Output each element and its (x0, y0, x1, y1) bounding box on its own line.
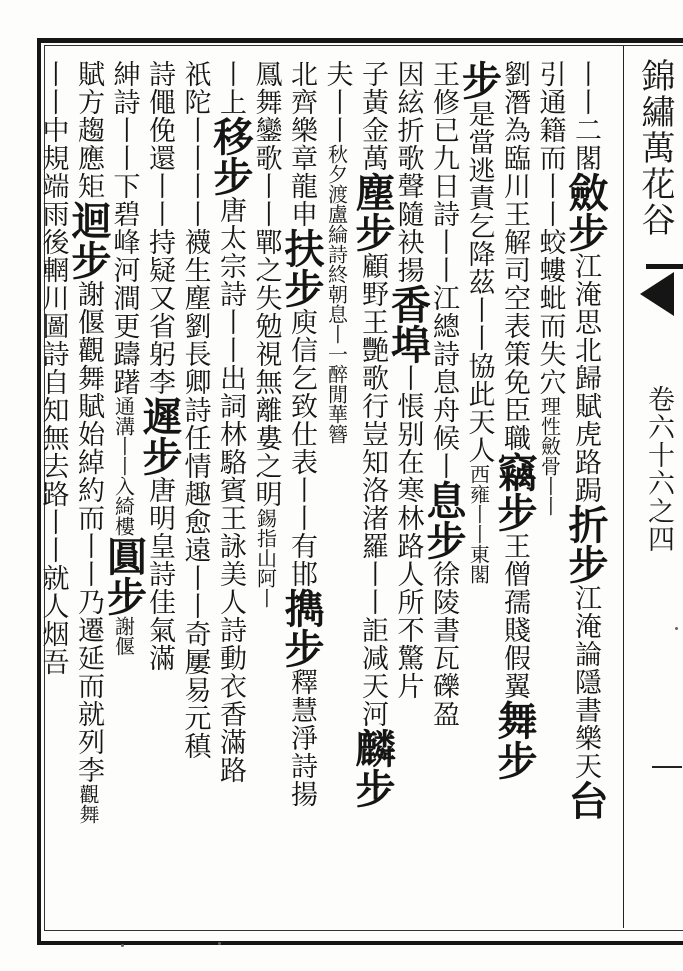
body-text: 端雨後輞川圖詩自知無去路丨丨就人烟吾 (37, 172, 69, 676)
ink-speck (675, 627, 678, 630)
text-column (349, 60, 396, 920)
entry-heading: 台 (562, 780, 609, 820)
entry-heading: 遲步 (136, 396, 183, 476)
entry-heading: 息步 (420, 480, 467, 560)
annotation-text: 觀舞 (76, 784, 100, 824)
body-text: 子黃金萬 (357, 60, 388, 172)
margin-divider-line (623, 46, 624, 928)
body-text: 鳳舞鑾歌丨丨 (250, 60, 282, 228)
entry-heading: 迴步 (65, 200, 112, 280)
text-column (100, 60, 148, 920)
body-text: 顧野王艷歌行豈知洛渚羅丨丨詎减天河 (357, 252, 388, 728)
text-column (491, 60, 538, 920)
body-text: 丨丨二閣 (570, 60, 601, 172)
annotation-text: 謝偃 (111, 616, 136, 656)
entry-heading: 斂步 (562, 172, 609, 252)
entry-heading: 麟步 (349, 728, 396, 808)
body-text: 夫丨丨 (321, 60, 353, 144)
margin-chapter-label: 卷六十六之四 (643, 385, 674, 553)
ink-speck (121, 944, 124, 947)
entry-heading: 圓步 (100, 536, 148, 616)
entry-heading: 扶步 (278, 228, 325, 308)
entry-heading: 擕步 (278, 588, 325, 668)
entry-heading: 香埠 (384, 284, 432, 364)
body-text: 劉潛為臨川王解司空表策免臣職 (499, 60, 530, 452)
entry-heading: 步 (455, 60, 503, 100)
text-column (136, 60, 183, 920)
fishtail-bar (646, 264, 683, 269)
annotation-text: 西雍丨丨東閣 (466, 464, 491, 584)
body-text: 庾信乞致仕表丨丨有邯 (286, 308, 317, 588)
body-text: 謝偃觀舞賦始綽約而丨丨乃遷延而就列李 (73, 280, 104, 784)
ink-speck (218, 942, 221, 945)
body-text: 紳詩丨丨下碧峰河澗更躊躇 (108, 60, 140, 396)
body-text: 引通籍 (534, 60, 566, 144)
body-text: 北齊樂章龍申 (286, 60, 317, 228)
body-text: 而丨丨蛟螻蚍而失穴 (534, 144, 566, 396)
entry-heading: 塵步 (349, 172, 396, 252)
entry-heading: 移步 (207, 116, 254, 196)
text-column (65, 60, 112, 920)
text-column (33, 60, 73, 920)
annotation-text: 理性斂骨丨丨 (537, 396, 562, 516)
body-text: 祇陀丨丨丨丨襪生塵劉長卿詩任情趣愈遠丨丨奇屢易元稹 (179, 60, 211, 760)
body-text: 丨上 (215, 60, 246, 116)
entry-heading: 竊步 (491, 452, 538, 532)
text-column (278, 60, 325, 920)
fishtail-ornament (640, 272, 674, 316)
body-text: 賦方趨應矩 (73, 60, 104, 200)
body-text: 王僧孺賤假翼 (499, 532, 530, 700)
body-text: 是當逃責乞降茲丨丨協此天人 (463, 100, 495, 464)
body-text: 徐陵書瓦礫盈 (428, 560, 459, 728)
body-text: 詩僶俛還丨丨持疑又省躬李 (144, 60, 175, 396)
body-text: 江淹思北歸賦虎路跼 (570, 252, 601, 504)
annotation-text: 錫指山阿丨 (253, 508, 278, 608)
entry-heading: 折步 (562, 504, 609, 584)
body-text: 鄲之失勉視無離婁之明 (250, 228, 282, 508)
body-text: 丨悵别在寒林 (392, 364, 424, 532)
margin-book-title: 錦繡萬花谷 (635, 58, 675, 238)
body-text: 江淹論隱書樂天 (570, 584, 601, 780)
body-text: 唐明皇詩佳氣滿 (144, 476, 175, 672)
body-text: 丨丨中規 (37, 60, 69, 172)
text-column (420, 60, 467, 920)
body-text: 路人所不驚片 (392, 532, 424, 700)
annotation-text: 秋夕渡盧綸詩終朝息丨一醉閒華簪 (324, 144, 349, 444)
text-column (562, 60, 609, 920)
text-column (175, 60, 215, 920)
text-column (207, 60, 254, 920)
annotation-text: 通溝丨丨入綺樓 (111, 396, 136, 536)
entry-heading: 舞步 (491, 700, 538, 780)
body-text: 釋慧淨詩揚 (286, 668, 317, 808)
body-text: 唐太宗詩丨丨出詞林駱賓王詠美人詩動衣香滿路 (215, 196, 246, 784)
text-column (317, 60, 357, 920)
margin-tick-mark (652, 766, 682, 768)
body-text: 因絃折歌聲隨袂揚 (392, 60, 424, 284)
body-text: 王修已九日詩丨丨江總詩息舟候丨 (428, 60, 459, 480)
